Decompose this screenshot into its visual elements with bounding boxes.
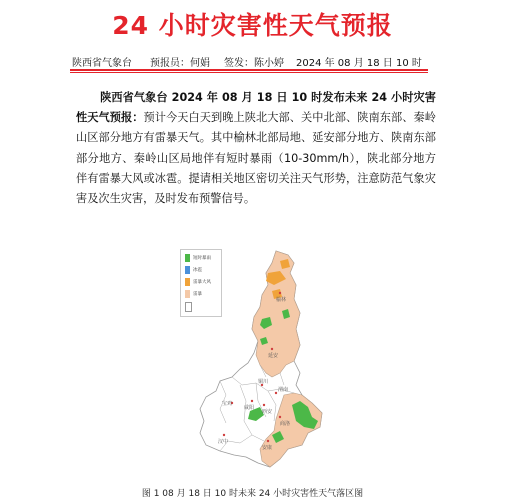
forecast-text: 预计今天白天到晚上陕北大部、关中北部、陕南东部、秦岭山区部分地方有雷暴天气。其中榆林北部局地、延安部分地方、陕南东部部分地方、秦岭山区局地伴有短时暴雨（10-30mm/h），陕北部分地方伴有雷暴大风或冰雹。提请相关地区密切关注天气形势，注意防范气象灾害及次生灾害，及时发布预警信号。 — [76, 111, 436, 206]
forecast-lead: 陕西省气象台 2024 年 08 月 18 日 10 时发布未来 24 小时灾害性天气预报： — [76, 91, 436, 125]
legend-item — [185, 302, 195, 312]
legend-item: 雷暴 — [185, 290, 202, 298]
city-label-hanzhong: 汉中 — [218, 439, 229, 445]
map-legend — [180, 249, 222, 317]
legend-item: 冰雹 — [185, 266, 202, 274]
legend-item: 雷暴大风 — [185, 278, 211, 286]
city-label-yanan: 延安 — [268, 353, 279, 359]
figure-caption: 图 1 08 月 18 日 10 时未来 24 小时灾害性天气落区图 — [141, 489, 364, 499]
forecast-paragraph — [76, 88, 436, 209]
city-label-yulin: 榆林 — [276, 297, 287, 303]
header-divider — [70, 69, 428, 71]
city-label-ankang: 安康 — [262, 445, 273, 451]
meta-issuer: 签发：陈小婷 — [224, 58, 284, 69]
city-label-weinan: 渭南 — [278, 387, 289, 393]
page-title: 24 小时灾害性天气预报 — [112, 11, 393, 40]
meta-line — [72, 54, 426, 69]
meta-org: 陕西省气象台 — [72, 58, 132, 69]
legend-swatch — [185, 278, 190, 286]
city-label-baoji: 宝鸡 — [222, 401, 233, 407]
header-divider-thin — [70, 72, 428, 73]
city-label-tongchuan: 铜川 — [258, 379, 269, 385]
legend-swatch — [185, 254, 190, 262]
city-label-shangluo: 商洛 — [280, 421, 291, 427]
meta-datetime: 2024 年 08 月 18 日 10 时 — [296, 58, 422, 69]
meta-forecaster: 预报员：何娟 — [150, 58, 210, 69]
legend-swatch — [185, 302, 192, 312]
legend-swatch — [185, 290, 190, 298]
city-label-xian: 西安 — [262, 409, 273, 415]
legend-item: 短时暴雨 — [185, 254, 211, 262]
legend-swatch — [185, 266, 190, 274]
city-label-xianyang: 咸阳 — [244, 405, 255, 411]
